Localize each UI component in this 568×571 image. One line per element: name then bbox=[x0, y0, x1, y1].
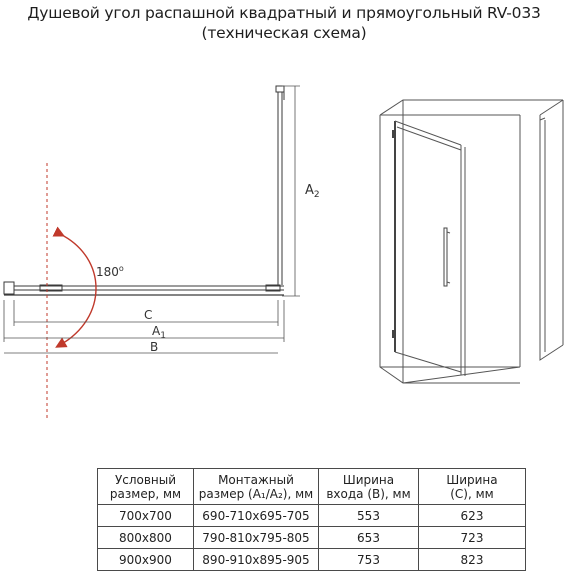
header-cell: Монтажный размер (A₁/A₂), мм bbox=[194, 469, 319, 505]
enclosure-3d bbox=[380, 100, 563, 383]
spec-table bbox=[97, 468, 526, 571]
label-c: C bbox=[144, 308, 153, 322]
table-cell: 823 bbox=[419, 549, 526, 571]
table-row bbox=[98, 505, 526, 527]
header-cell: Условный размер, мм bbox=[98, 469, 194, 505]
table-cell: 753 bbox=[319, 549, 419, 571]
table-cell: 900x900 bbox=[98, 549, 194, 571]
table-cell: 723 bbox=[419, 527, 526, 549]
table-cell: 653 bbox=[319, 527, 419, 549]
header-cell: Ширина (C), мм bbox=[419, 469, 526, 505]
door-plan bbox=[4, 282, 284, 295]
label-a2: $A_2$ bbox=[305, 183, 320, 200]
table-cell: 800x800 bbox=[98, 527, 194, 549]
table-cell: 553 bbox=[319, 505, 419, 527]
table-row bbox=[98, 549, 526, 571]
title-line-2: (техническая схема) bbox=[201, 24, 367, 42]
title-line-1: Душевой угол распашной квадратный и прямоугольный RV-033 bbox=[27, 4, 541, 22]
table-header-row bbox=[98, 469, 526, 505]
table-cell: 790-810x795-805 bbox=[194, 527, 319, 549]
dimension-a2 bbox=[282, 86, 300, 296]
table-cell: 623 bbox=[419, 505, 526, 527]
table-cell: 690-710x695-705 bbox=[194, 505, 319, 527]
label-angle: 180$^o$ bbox=[96, 264, 124, 279]
label-a1: $A_1$ bbox=[152, 324, 166, 341]
table-cell: 700x700 bbox=[98, 505, 194, 527]
table-row bbox=[98, 527, 526, 549]
header-cell: Ширина входа (B), мм bbox=[319, 469, 419, 505]
label-b: B bbox=[150, 340, 159, 354]
fixed-panel-plan bbox=[276, 86, 284, 285]
table-cell: 890-910x895-905 bbox=[194, 549, 319, 571]
